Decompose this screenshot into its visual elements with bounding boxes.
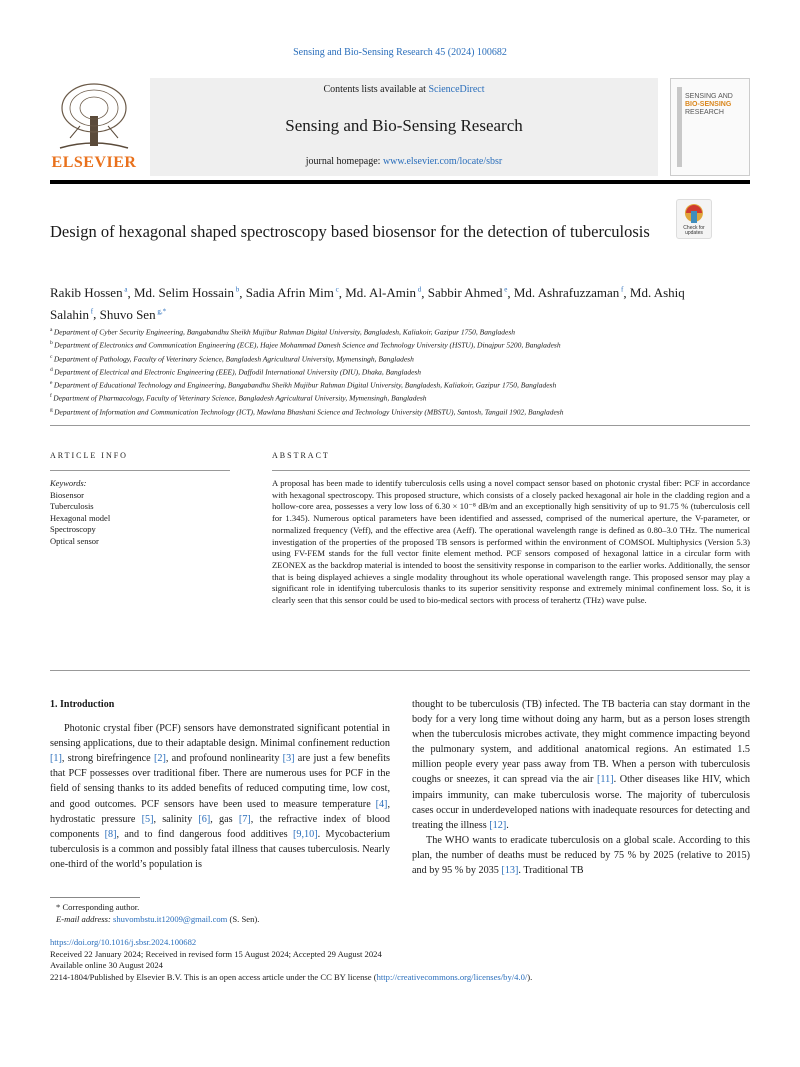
body-column-right xyxy=(412,697,750,878)
author-affiliation-marker[interactable]: a xyxy=(122,286,128,294)
elsevier-wordmark: ELSEVIER xyxy=(51,154,137,171)
author-name-text: Md. Ashiq Salahin xyxy=(50,285,685,322)
affiliation-text: Department of Electronics and Communication Engineering (ECE), Hajee Mohammad Danesh Science and Technology University (HSTU), Dinajpur 5200, Bangladesh xyxy=(54,340,561,350)
body-column-left xyxy=(50,697,390,872)
cover-title xyxy=(685,93,733,117)
check-for-updates-button[interactable] xyxy=(676,199,712,239)
author-name-text: Md. Ashrafuzzaman xyxy=(513,285,620,301)
affiliation-key: a xyxy=(50,327,54,333)
affiliation-item xyxy=(50,338,700,351)
author-name-text: Md. Al-Amin xyxy=(345,285,417,301)
citation-link[interactable]: [2] xyxy=(153,753,166,765)
author-name[interactable] xyxy=(514,285,624,300)
affiliation-item xyxy=(50,365,700,378)
contents-prefix: Contents lists available at xyxy=(323,84,426,95)
license-suffix: ). xyxy=(527,972,533,983)
affiliation-text: Department of Pathology, Faculty of Veterinary Science, Bangladesh Agricultural University, Mymensingh, Bangladesh xyxy=(53,354,414,364)
citation-link[interactable]: [8] xyxy=(104,828,117,840)
affiliation-item xyxy=(50,391,700,404)
body-paragraph: The WHO wants to eradicate tuberculosis on a global scale. According to this plan, the number of deaths must be reduced by 75 % by 2025 (relative to 2015) and by 95 % by 2035 [13]. Traditional TB xyxy=(412,834,750,877)
elsevier-tree-icon xyxy=(50,78,138,156)
citation-link[interactable]: [5] xyxy=(141,813,154,825)
affiliation-item xyxy=(50,405,700,418)
affiliation-key: c xyxy=(50,353,54,360)
author-name-text: Rakib Hossen xyxy=(50,285,123,301)
author-name-text: Sabbir Ahmed xyxy=(427,285,503,301)
keywords-label: Keywords: xyxy=(50,478,87,488)
keywords-block xyxy=(50,478,230,548)
author-name-text: Shuvo Sen xyxy=(99,306,156,322)
email-label: E-mail address: xyxy=(56,913,111,924)
citation-link[interactable]: [4] xyxy=(375,798,388,810)
author-affiliation-marker[interactable]: f xyxy=(619,286,624,294)
right-paragraphs xyxy=(412,697,750,878)
affiliation-key: g xyxy=(50,406,55,413)
elsevier-logo xyxy=(50,78,138,176)
keyword-item: Tuberculosis xyxy=(50,501,94,512)
license-link[interactable]: http://creativecommons.org/licenses/by/4.0/ xyxy=(376,972,528,983)
affiliation-item xyxy=(50,352,700,365)
author-name-text: Md. Selim Hossain xyxy=(133,285,234,301)
author-list: Rakib Hossen $^a$, Md. Selim Hossain $^b$, Sadia Afrin Mim $^c$, Md. Al-Amin $^d$, Sabbir Ahmed $^e$, Md. Ashrafuzzaman $^f$, Md. Ashiq Salahin $^f$, Shuvo Sen $^{g,*}$ xyxy=(50,285,685,322)
cover-line-2: BIO-SENSING xyxy=(685,101,732,108)
corresponding-author-note: * Corresponding author. xyxy=(56,902,140,912)
affiliation-text: Department of Pharmacology, Faculty of Veterinary Science, Bangladesh Agricultural University, Mymensingh, Bangladesh xyxy=(53,393,427,403)
author-affiliation-marker[interactable]: d xyxy=(416,286,422,294)
author-name[interactable] xyxy=(100,307,166,322)
affiliation-item xyxy=(50,378,700,391)
citation-link[interactable]: [1] xyxy=(50,753,62,765)
journal-reference-link[interactable]: Sensing and Bio-Sensing Research 45 (2024) 100682 xyxy=(293,47,507,58)
author-affiliation-marker[interactable]: c xyxy=(333,286,339,294)
citation-link[interactable]: [12] xyxy=(489,819,507,831)
doi-link[interactable]: https://doi.org/10.1016/j.sbsr.2024.100682 xyxy=(50,937,197,947)
author-affiliation-marker[interactable]: b xyxy=(234,286,240,294)
available-online: Available online 30 August 2024 xyxy=(50,960,163,971)
footnote xyxy=(56,902,456,925)
email-suffix: (S. Sen). xyxy=(229,913,260,924)
author-name-text: Sadia Afrin Mim xyxy=(245,285,334,301)
keyword-item: Hexagonal model xyxy=(50,512,111,523)
author-name[interactable] xyxy=(345,285,421,300)
body-paragraph: thought to be tuberculosis (TB) infected. The TB bacteria can stay dormant in the body for a very long time without doing any harm, but as a person loses strength when the tuberculosis microbes activate, they might commence impacting beyond the pulmonary system, and additional anatomical regions. An estimated 1.5 million people every year pass away from TB. When a person with tuberculosis coughs or sneezes, it can spread via the air [11]. Other diseases like HIV, which impairs immunity, can make tuberculosis worse. The majority of tuberculosis cases occur in underdeveloped nations with inadequate resources for detecting and treating the illness [12]. xyxy=(412,699,751,831)
divider xyxy=(50,470,230,471)
author-name[interactable] xyxy=(134,285,239,300)
homepage-prefix: journal homepage: xyxy=(305,156,381,167)
body-paragraph: Photonic crystal fiber (PCF) sensors have demonstrated significant potential in sensing applications, due to their adaptable design. Minimal confinement reduction [1], strong birefringence [2], and profound nonlinearity [3] are just a few benefits that PCF possesses over traditional fiber. There are numerous uses for PCF in the field of sensing thanks to its added benefits of reduced computing time, low cost, and good outcomes. PCF sensors have been used to measure temperature [4], hydrostatic pressure [5], salinity [6], gas [7], the refractive index of blood components [8], and to find dangerous food additives [9,10]. Mycobacterium tuberculosis is a common and possibly fatal illness that causes tuberculosis. Nearly one-third of the world’s population is xyxy=(50,723,391,870)
affiliation-text: Department of Electrical and Electronic Engineering (EEE), Daffodil International University (DIU), Dhaka, Bangladesh xyxy=(54,367,422,377)
citation-link[interactable]: [6] xyxy=(198,813,211,825)
cover-line-1: SENSING AND xyxy=(685,93,733,100)
article-info-heading: ARTICLE INFO xyxy=(50,451,128,460)
affiliation-text: Department of Cyber Security Engineering, Bangabandhu Sheikh Mujibur Rahman Digital University, Bangladesh, Kaliakoir, Gazipur 1750, Bangladesh xyxy=(53,327,516,337)
affiliation-key: b xyxy=(50,340,55,347)
author-name[interactable] xyxy=(428,285,508,300)
crossmark-label: Check for updates xyxy=(683,225,705,236)
citation-link[interactable]: [3] xyxy=(282,753,295,765)
divider xyxy=(50,670,750,671)
article-title: Design of hexagonal shaped spectroscopy based biosensor for the detection of tuberculosis xyxy=(50,222,650,241)
footnote-rule xyxy=(50,897,140,898)
license-line xyxy=(50,972,750,984)
author-name[interactable] xyxy=(246,285,339,300)
divider xyxy=(50,425,750,426)
keyword-list xyxy=(50,490,230,548)
crossmark-icon xyxy=(684,203,704,225)
received-dates: Received 22 January 2024; Received in revised form 15 August 2024; Accepted 29 August 2024 xyxy=(50,948,382,959)
abstract-text: A proposal has been made to identify tuberculosis cells using a novel compact sensor based on photonic crystal fiber: PCF in accordance with hexagonal spectroscopy. This proposed structure, which consists of a closely packed hexagonal air hole in the cladding region and a hollow-core area, possesses a very low loss of 6.30 × 10⁻⁸ dB/m and an exceptionally high sensitivity of up to 91.75 % (tuberculosis cell for 1.345). Numerous optical parameters have been identified and assessed, comprised of the numerical aperture, the V-parameter, or normalized frequency (Veff), and the effective area (Aeff). The operational wavelength range is defined as 0.80–3.0 THz. The numerical investigation of the properties of the proposed TB sensors is performed within the environment of COMSOL Multiphysics (Version 5.3) using FV-FEM stands for the full vector finite element method. PCF sensors composed of hexagonal lattice in a circular form with ZEONEX as the backdrop material is intended to boost the sensitivity response in comparison to the earlier works. Additionally, the sensor that is being displayed achieves a single modality throughout its whole operational wavelength range. This proposed sensor may play a significant role in identifying tuberculosis thanks to its superior sensitivity response and extremely minimal confinement loss. So, it is clearly seen that this sensor could be used to bio-medical sectors with process of terahertz (THz) wave pulse. xyxy=(272,478,750,606)
cover-stripe xyxy=(677,87,682,167)
affiliation-text: Department of Educational Technology and Engineering, Bangabandhu Sheikh Mujibur Rahman Digital University, Bangladesh, Kaliakoir, Gazipur 1750, Bangladesh xyxy=(53,380,557,390)
keyword-item: Spectroscopy xyxy=(50,524,96,535)
email-link[interactable]: shuvombstu.it12009@gmail.com xyxy=(112,913,228,924)
email-line xyxy=(56,914,456,926)
citation-link[interactable]: [11] xyxy=(597,774,614,786)
header-rule xyxy=(50,180,750,184)
affiliation-key: f xyxy=(50,393,54,400)
author-name[interactable] xyxy=(50,285,127,300)
homepage-line xyxy=(150,156,658,167)
keyword-item: Biosensor xyxy=(50,489,84,500)
left-paragraphs xyxy=(50,721,390,872)
author-affiliation-marker[interactable]: f xyxy=(89,307,94,316)
affiliation-list xyxy=(50,325,700,418)
author-affiliation-marker[interactable]: g,* xyxy=(155,307,167,316)
keyword-item: Optical sensor xyxy=(50,535,99,546)
citation-link[interactable]: [7] xyxy=(238,813,251,825)
journal-title: Sensing and Bio-Sensing Research xyxy=(285,116,523,135)
publication-info xyxy=(50,937,750,984)
citation-link[interactable]: [13] xyxy=(501,865,519,877)
abstract-heading: ABSTRACT xyxy=(272,451,330,460)
affiliation-key: e xyxy=(50,380,54,387)
author-affiliation-marker[interactable]: e xyxy=(502,286,508,294)
affiliation-text: Department of Information and Communication Technology (ICT), Mawlana Bhashani Science and Technology University (MBSTU), Santosh, Tangail 1902, Bangladesh xyxy=(54,407,564,417)
citation-link[interactable]: [9,10] xyxy=(292,828,318,840)
cover-line-3: RESEARCH xyxy=(685,109,724,116)
contents-line xyxy=(150,84,658,95)
section-heading: 1. Introduction xyxy=(50,699,115,710)
journal-cover-thumbnail[interactable] xyxy=(670,78,750,176)
affiliation-item xyxy=(50,325,700,338)
homepage-link[interactable]: www.elsevier.com/locate/sbsr xyxy=(382,156,503,167)
divider xyxy=(272,470,750,471)
affiliation-key: d xyxy=(50,366,55,373)
license-prefix: 2214-1804/Published by Elsevier B.V. This is an open access article under the CC BY license ( xyxy=(50,972,377,983)
sciencedirect-link[interactable]: ScienceDirect xyxy=(428,84,485,95)
